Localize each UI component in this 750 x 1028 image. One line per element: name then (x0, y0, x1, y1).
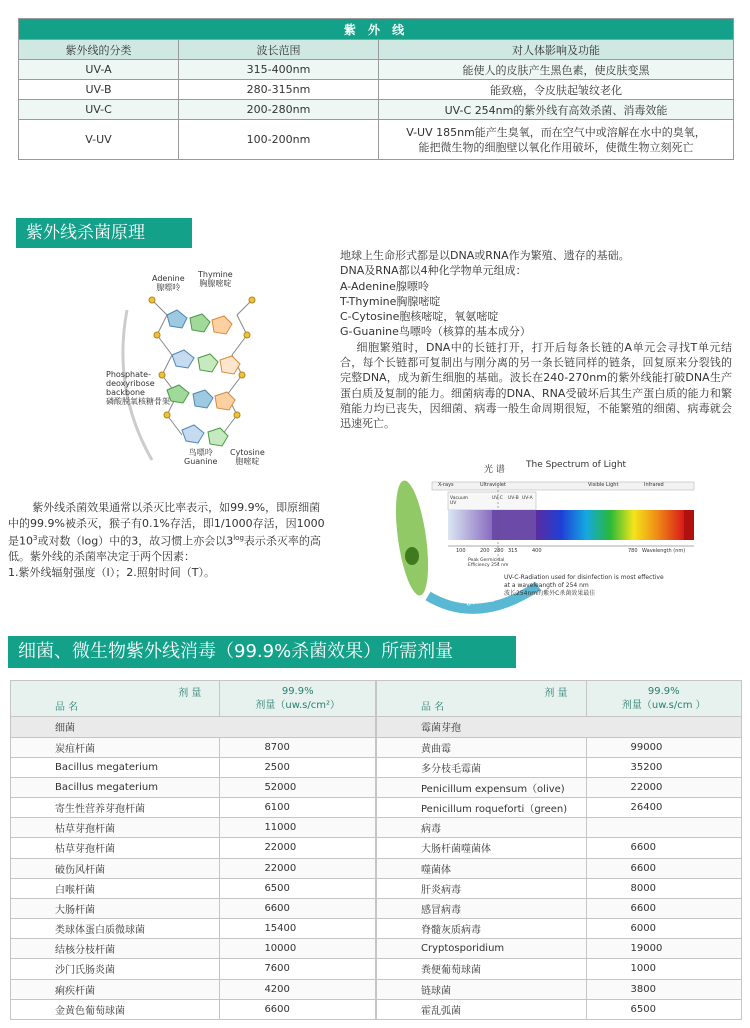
uv-effect: 能使人的皮肤产生黑色素，使皮肤变黑 (379, 60, 734, 80)
tick-label: 280 (494, 548, 504, 554)
organism-name: 枯草芽孢杆菌 (11, 838, 220, 858)
organism-name: 沙门氏肠炎菌 (11, 959, 220, 979)
dosage-value: 3800 (586, 979, 742, 999)
dosage-tables (10, 680, 742, 1020)
cytosine-en: Cytosine (230, 448, 265, 457)
band-label: X-rays (438, 482, 454, 488)
kill-text-sup: 3 (33, 534, 38, 542)
organism-name: 粪便葡萄球菌 (377, 959, 587, 979)
dosage-value: 11000 (220, 818, 376, 838)
organism-name: 多分枝毛霉菌 (377, 757, 587, 777)
uv-type: UV-C (19, 100, 179, 120)
note-cn: 波长254nm的紫外C杀菌效果最佳 (504, 590, 596, 597)
uv-effect-line1: V-UV 185nm能产生臭氧，而在空气中或溶解在水中的臭氧， (406, 125, 706, 139)
dna-explanation (340, 248, 732, 432)
organism-name: Penicillum roqueforti（green) (377, 798, 587, 818)
dosage-group-label: 霉菌芽孢 (377, 717, 742, 737)
dosage-value: 6600 (586, 898, 742, 918)
uv-effect: UV-C 254nm的紫外线有高效杀菌、消毒效能 (379, 100, 734, 120)
dosage-row (377, 979, 742, 999)
dosage-row (377, 737, 742, 757)
organism-name: 寄生性营养芽孢杆菌 (11, 798, 220, 818)
organism-name: 类球体蛋白质微球菌 (11, 919, 220, 939)
thymine-label (198, 270, 233, 288)
dosage-row (377, 858, 742, 878)
organism-name: Bacillus megaterium (11, 757, 220, 777)
dna-text-line: T-Thymine胸腺嘧啶 (340, 294, 441, 308)
backbone-label (106, 370, 170, 406)
organism-name: 噬菌体 (377, 858, 587, 878)
peak-line1: Peak Germicidal (468, 558, 505, 563)
organism-name: 炭疽杆菌 (11, 737, 220, 757)
dosage-row (11, 757, 376, 777)
kill-text-part: 紫外线杀菌效果通常以杀灭比率表示，如99.9%，即原细菌中的99.9%被杀灭，猴子有0.1%存活，即1/1000存活，因1000是10 (8, 501, 325, 548)
dosage-row (11, 898, 376, 918)
dosage-value: 99000 (586, 737, 742, 757)
thymine-cn: 胸腺嘧啶 (199, 279, 232, 288)
dosage-value: 8700 (220, 737, 376, 757)
dna-text-line: C-Cytosine胞核嘧啶，氧氨嘧啶 (340, 310, 499, 324)
dosage-value: 26400 (586, 798, 742, 818)
dosage-row (11, 798, 376, 818)
uvc-light-arc-label: UV-C Light (465, 592, 503, 608)
dosage-group-label: 细菌 (11, 717, 376, 737)
dosage-header-value (220, 681, 376, 717)
dosage-value: 2500 (220, 757, 376, 777)
dosage-value: 6600 (220, 898, 376, 918)
kill-text-sup: log (233, 534, 244, 542)
uv-type: UV-B (19, 80, 179, 100)
backbone-line2: deoxyribose (106, 379, 155, 388)
dosage-value: 6500 (586, 999, 742, 1019)
kill-text-part: 或对数（log）中的3，故习惯上亦会以3 (37, 534, 234, 548)
organism-name: 感冒病毒 (377, 898, 587, 918)
organism-name: 肝炎病毒 (377, 878, 587, 898)
dosage-row (377, 777, 742, 797)
organism-name: 金黄色葡萄球菌 (11, 999, 220, 1019)
dna-text-line: G-Guanine鸟嘌呤（核算的基本成分） (340, 325, 531, 339)
cytosine-cn: 胞嘧啶 (235, 457, 260, 466)
uv-header-type: 紫外线的分类 (19, 40, 179, 60)
tick-label: 100 (456, 548, 466, 554)
tick-label: 780 (628, 548, 638, 554)
dna-illustration (106, 270, 292, 470)
dosage-row (11, 939, 376, 959)
dosage-row (377, 898, 742, 918)
dosage-value: 1000 (586, 959, 742, 979)
dosage-value: 6600 (586, 838, 742, 858)
organism-name: 霍乱弧菌 (377, 999, 587, 1019)
organism-name: 白喉杆菌 (11, 878, 220, 898)
tick-label: 400 (532, 548, 542, 554)
dosage-value: 22000 (586, 777, 742, 797)
dosage-row (11, 858, 376, 878)
dosage-value: 8000 (586, 878, 742, 898)
uv-type: V-UV (19, 120, 179, 160)
dna-text-paragraph: 细胞繁殖时，DNA中的长链打开，打开后每条长链的A单元会寻找T单元结合，每个长链都可复制出与刚分离的另一条长链同样的链条，回复原来分裂钱的完整DNA，成为新生细胞的基础。波长在240-270nm的紫外线能打破DNA生产蛋白质及复制的能力。细菌病毒的DNA、RNA受破坏后其生产蛋白质的能力和繁殖能力均已丧失，因细菌、病毒一般生命周期很短，不能繁殖的细菌、病毒就会迅速死亡。 (340, 340, 732, 431)
adenine-en: Adenine (152, 274, 185, 283)
organism-name: 黄曲霉 (377, 737, 587, 757)
dosage-value: 22000 (220, 838, 376, 858)
kill-rate-explanation (8, 500, 328, 580)
header-value-unit: 剂量（uw.s/cm²） (255, 699, 341, 711)
peak-label (468, 558, 508, 568)
band-label: Visible Light (588, 482, 619, 488)
uv-range: 280-315nm (179, 80, 379, 100)
dosage-value: 6100 (220, 798, 376, 818)
dosage-value: 22000 (220, 858, 376, 878)
dosage-row (377, 878, 742, 898)
uv-row (19, 120, 734, 160)
header-dose: 剂 量 (178, 688, 202, 699)
organism-name: 痢疾杆菌 (11, 979, 220, 999)
dosage-value: 52000 (220, 777, 376, 797)
tick-label: 315 (508, 548, 518, 554)
organism-name: 大肠杆菌 (11, 898, 220, 918)
peak-line2: Efficiency 254 nm (468, 563, 509, 568)
uv-table-title: 紫 外 线 (19, 19, 734, 40)
uv-header-effect: 对人体影响及功能 (379, 40, 734, 60)
dosage-row (11, 838, 376, 858)
uv-range: 100-200nm (179, 120, 379, 160)
uv-sub-label: UV-C (492, 496, 503, 501)
dosage-row (377, 818, 742, 838)
uv-row (19, 100, 734, 120)
spectrum-figure (388, 456, 700, 616)
uv-effect-line2: 能把微生物的细胞壁以氧化作用破坏，使微生物立刻死亡 (418, 140, 694, 154)
guanine-en: Guanine (184, 457, 218, 466)
header-dose: 剂 量 (544, 688, 568, 699)
backbone-line3: backbone (106, 388, 145, 397)
uv-range: 200-280nm (179, 100, 379, 120)
wavelength-label: Wavelength (nm) (642, 548, 686, 554)
dosage-table-right (376, 680, 742, 1020)
dosage-row (377, 939, 742, 959)
uv-effect: 能致癌，令皮肤起皱纹老化 (379, 80, 734, 100)
uv-sub-label: UV-B (508, 496, 519, 501)
dosage-value: 19000 (586, 939, 742, 959)
organism-name: 脊髓灰质病毒 (377, 919, 587, 939)
tick-label: 200 (480, 548, 490, 554)
dosage-row (377, 798, 742, 818)
dosage-row (11, 878, 376, 898)
header-value-pct: 99.9% (647, 685, 680, 697)
dosage-value: 35200 (586, 757, 742, 777)
dosage-value: 7600 (220, 959, 376, 979)
dosage-row (377, 757, 742, 777)
dosage-header-cell (11, 681, 220, 717)
section-banner-principle: 紫外线杀菌原理 (16, 218, 192, 248)
cytosine-label (230, 448, 265, 466)
backbone-line1: Phosphate- (106, 370, 151, 379)
dosage-value: 15400 (220, 919, 376, 939)
note-line2: at a waveleangth of 254 nm (504, 582, 589, 589)
uv-effect (379, 120, 734, 160)
dosage-value (586, 818, 742, 838)
dosage-row (11, 999, 376, 1019)
thymine-en: Thymine (198, 270, 233, 279)
organism-name: 病毒 (377, 818, 587, 838)
dosage-row (11, 818, 376, 838)
organism-name: 破伤风杆菌 (11, 858, 220, 878)
backbone-cn: 磷酸脱氧核糖骨架 (106, 397, 170, 406)
uv-sub-label: Vacuum UV (450, 496, 469, 506)
dosage-row (377, 919, 742, 939)
dosage-row (11, 777, 376, 797)
dna-text-line: 地球上生命形式都是以DNA或RNA作为繁殖、遗存的基础。 (340, 249, 630, 262)
dosage-value: 6600 (586, 858, 742, 878)
dosage-table-left (10, 680, 376, 1020)
dosage-value: 4200 (220, 979, 376, 999)
disinfection-note (504, 574, 664, 598)
uv-row (19, 80, 734, 100)
section-banner-dosage: 细菌、微生物紫外线消毒（99.9%杀菌效果）所需剂量 (8, 636, 516, 668)
organism-name: 枯草芽孢杆菌 (11, 818, 220, 838)
uv-classification-table (18, 18, 734, 160)
header-value-unit: 剂量（uw.s/cm ） (621, 699, 706, 711)
spectrum-title-cn: 光 谱 (484, 465, 505, 475)
organism-name: 链球菌 (377, 979, 587, 999)
dna-text-line: DNA及RNA都以4种化学物单元组成： (340, 264, 527, 278)
uv-type: UV-A (19, 60, 179, 80)
dosage-row (11, 959, 376, 979)
dosage-value: 6000 (586, 919, 742, 939)
kill-rate-factors: 1.紫外线辐射强度（I）；2.照射时间（T）。 (8, 565, 215, 579)
dosage-value: 10000 (220, 939, 376, 959)
spectrum-title-en: The Spectrum of Light (526, 460, 627, 470)
dosage-row (11, 919, 376, 939)
guanine-label (184, 448, 217, 466)
dosage-row (377, 838, 742, 858)
dosage-header-value (586, 681, 742, 717)
header-value-pct: 99.9% (281, 685, 314, 697)
organism-name: 大肠杆菌噬菌体 (377, 838, 587, 858)
organism-name: Penicillum expensum（olive) (377, 777, 587, 797)
band-label: Ultraviolet (480, 482, 506, 488)
uv-sub-label: UV-A (522, 496, 533, 501)
dosage-row (377, 959, 742, 979)
header-name: 品 名 (55, 702, 79, 714)
uv-row (19, 60, 734, 80)
uv-header-range: 波长范围 (179, 40, 379, 60)
adenine-cn: 腺嘌呤 (156, 283, 181, 292)
guanine-cn: 鸟嘌呤 (188, 448, 213, 457)
dosage-header-cell (377, 681, 587, 717)
dna-text-line: A-Adenine腺嘌呤 (340, 279, 429, 293)
note-line1: UV-C-Radiation used for disinfection is most effective (504, 574, 664, 581)
adenine-label (152, 274, 185, 292)
dosage-row (11, 737, 376, 757)
kill-text-part: 表示杀灭率的高低。紫外线的杀菌率决定于两个因素： (8, 534, 321, 564)
kill-rate-paragraph (8, 500, 328, 565)
dosage-row (11, 979, 376, 999)
dosage-row (377, 999, 742, 1019)
dosage-value: 6500 (220, 878, 376, 898)
band-label: Infrared (644, 482, 664, 488)
organism-name: 结核分枝杆菌 (11, 939, 220, 959)
uv-range: 315-400nm (179, 60, 379, 80)
organism-name: Cryptosporidium (377, 939, 587, 959)
organism-name: Bacillus megaterium (11, 777, 220, 797)
header-name: 品 名 (421, 702, 445, 714)
dosage-value: 6600 (220, 999, 376, 1019)
